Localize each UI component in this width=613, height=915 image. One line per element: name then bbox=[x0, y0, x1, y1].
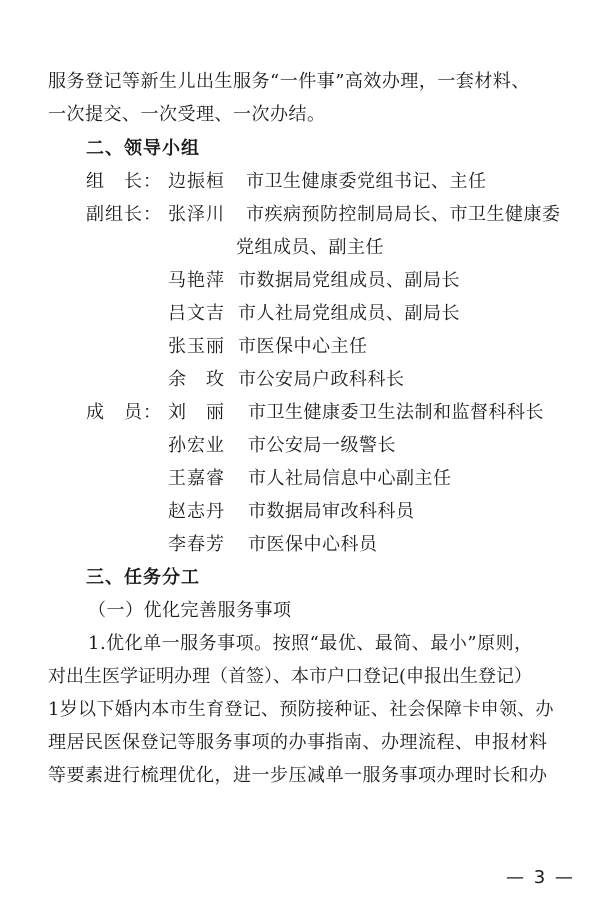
leader-title: 市卫生健康委党组书记、主任 bbox=[246, 171, 487, 192]
role-label-leader: 组 长： bbox=[86, 171, 162, 192]
paragraph-line: 对出生医学证明办理（首签）、本市户口登记(申报出生登记） bbox=[48, 666, 533, 687]
deputy-title: 市公安局户政科科长 bbox=[238, 369, 405, 390]
member-name: 孙宏业 bbox=[168, 435, 225, 456]
section-heading-leadership: 二、领导小组 bbox=[86, 138, 200, 159]
page-number: — 3 — bbox=[506, 867, 575, 888]
member-name: 李春芳 bbox=[168, 534, 225, 555]
deputy-title: 市疾病预防控制局局长、市卫生健康委 bbox=[246, 204, 561, 225]
member-title: 市公安局一级警长 bbox=[248, 435, 396, 456]
deputy-title-continuation: 党组成员、副主任 bbox=[236, 237, 384, 258]
intro-line-2: 一次提交、一次受理、一次办结。 bbox=[48, 104, 326, 125]
member-title: 市数据局审改科科员 bbox=[248, 501, 415, 522]
member-title: 市人社局信息中心副主任 bbox=[248, 468, 452, 489]
deputy-name: 余 玫 bbox=[168, 369, 225, 390]
paragraph-line: 1.优化单一服务事项。按照“最优、最简、最小”原则， bbox=[88, 633, 533, 654]
deputy-title: 市医保中心主任 bbox=[238, 336, 368, 357]
subsection-heading: （一）优化完善服务事项 bbox=[88, 600, 292, 621]
paragraph-line: 等要素进行梳理优化，进一步压减单一服务事项办理时长和办 bbox=[48, 765, 548, 786]
deputy-name: 马艳萍 bbox=[168, 270, 225, 291]
section-heading-tasks: 三、任务分工 bbox=[86, 567, 200, 588]
role-label-deputy: 副组长： bbox=[86, 204, 162, 225]
member-name: 王嘉睿 bbox=[168, 468, 225, 489]
paragraph-line: 理居民医保登记等服务事项的办事指南、办理流程、申报材料 bbox=[48, 732, 548, 753]
role-label-members: 成 员： bbox=[86, 402, 162, 423]
member-title: 市卫生健康委卫生法制和监督科科长 bbox=[248, 402, 544, 423]
deputy-title: 市人社局党组成员、副局长 bbox=[238, 303, 460, 324]
intro-line-1: 服务登记等新生儿出生服务“一件事”高效办理，一套材料、 bbox=[48, 71, 530, 92]
deputy-title: 市数据局党组成员、副局长 bbox=[238, 270, 460, 291]
deputy-name: 张玉丽 bbox=[168, 336, 225, 357]
paragraph-line: 1岁以下婚内本市生育登记、预防接种证、社会保障卡申领、办 bbox=[48, 699, 554, 720]
leader-name: 边振桓 bbox=[168, 171, 225, 192]
member-title: 市医保中心科员 bbox=[248, 534, 378, 555]
deputy-name: 吕文吉 bbox=[168, 303, 225, 324]
member-name: 刘 丽 bbox=[168, 402, 225, 423]
deputy-name: 张泽川 bbox=[168, 204, 225, 225]
member-name: 赵志丹 bbox=[168, 501, 225, 522]
